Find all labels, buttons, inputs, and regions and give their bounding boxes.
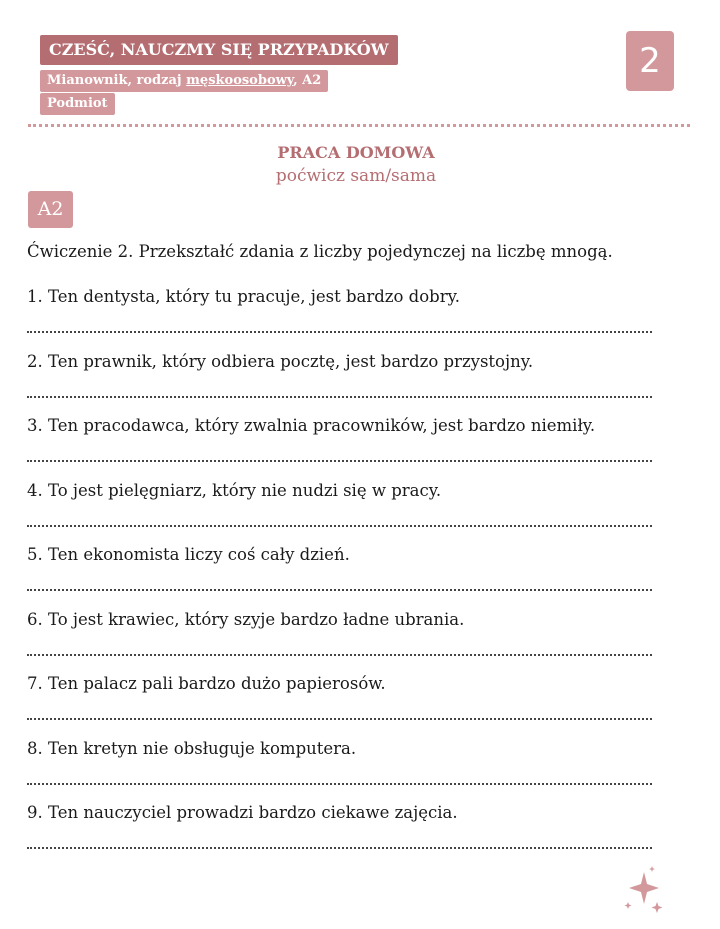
exercise-item: 6. To jest krawiec, który szyje bardzo ładne ubrania. [27, 609, 465, 629]
subtitle-prefix: Mianownik, rodzaj [47, 73, 187, 88]
answer-line [27, 331, 652, 333]
answer-line [27, 396, 652, 398]
level-badge: A2 [28, 191, 73, 228]
answer-line [27, 460, 652, 462]
exercise-item: 2. Ten prawnik, który odbiera pocztę, jest bardzo przystojny. [27, 351, 534, 371]
exercise-item: 7. Ten palacz pali bardzo dużo papierosów. [27, 674, 386, 693]
header-title: CZEŚĆ, NAUCZMY SIĘ PRZYPADKÓW [40, 35, 398, 65]
exercise-item: 4. To jest pielęgniarz, który nie nudzi się w pracy. [27, 480, 442, 500]
answer-line [27, 847, 652, 849]
exercise-item: 1. Ten dentysta, który tu pracuje, jest bardzo dobry. [27, 287, 460, 306]
subtitle-suffix: , A2 [293, 73, 322, 88]
exercise-item: 8. Ten kretyn nie obsługuje komputera. [27, 738, 357, 758]
subtitle-underlined: męskoosobowy [186, 73, 294, 88]
homework-subtitle: poćwicz sam/sama [275, 166, 437, 186]
header-subtitle [40, 70, 328, 92]
page-number-badge: 2 [626, 31, 674, 91]
answer-line [27, 654, 652, 656]
sparkle-icon [622, 866, 664, 914]
answer-line [27, 589, 652, 591]
exercise-item: 5. Ten ekonomista liczy coś cały dzień. [27, 545, 350, 564]
exercise-item: 9. Ten nauczyciel prowadzi bardzo ciekawe zajęcia. [27, 803, 458, 822]
exercise-instruction: Ćwiczenie 2. Przekształć zdania z liczby pojedynczej na liczbę mnogą. [27, 242, 613, 261]
header-divider [28, 124, 690, 127]
answer-line [27, 718, 652, 720]
exercise-item: 3. Ten pracodawca, który zwalnia pracowników, jest bardzo niemiły. [27, 416, 596, 435]
answer-line [27, 525, 652, 527]
header-subtitle-2: Podmiot [40, 93, 115, 115]
homework-title: PRACA DOMOWA [277, 143, 435, 162]
answer-line [27, 783, 652, 785]
